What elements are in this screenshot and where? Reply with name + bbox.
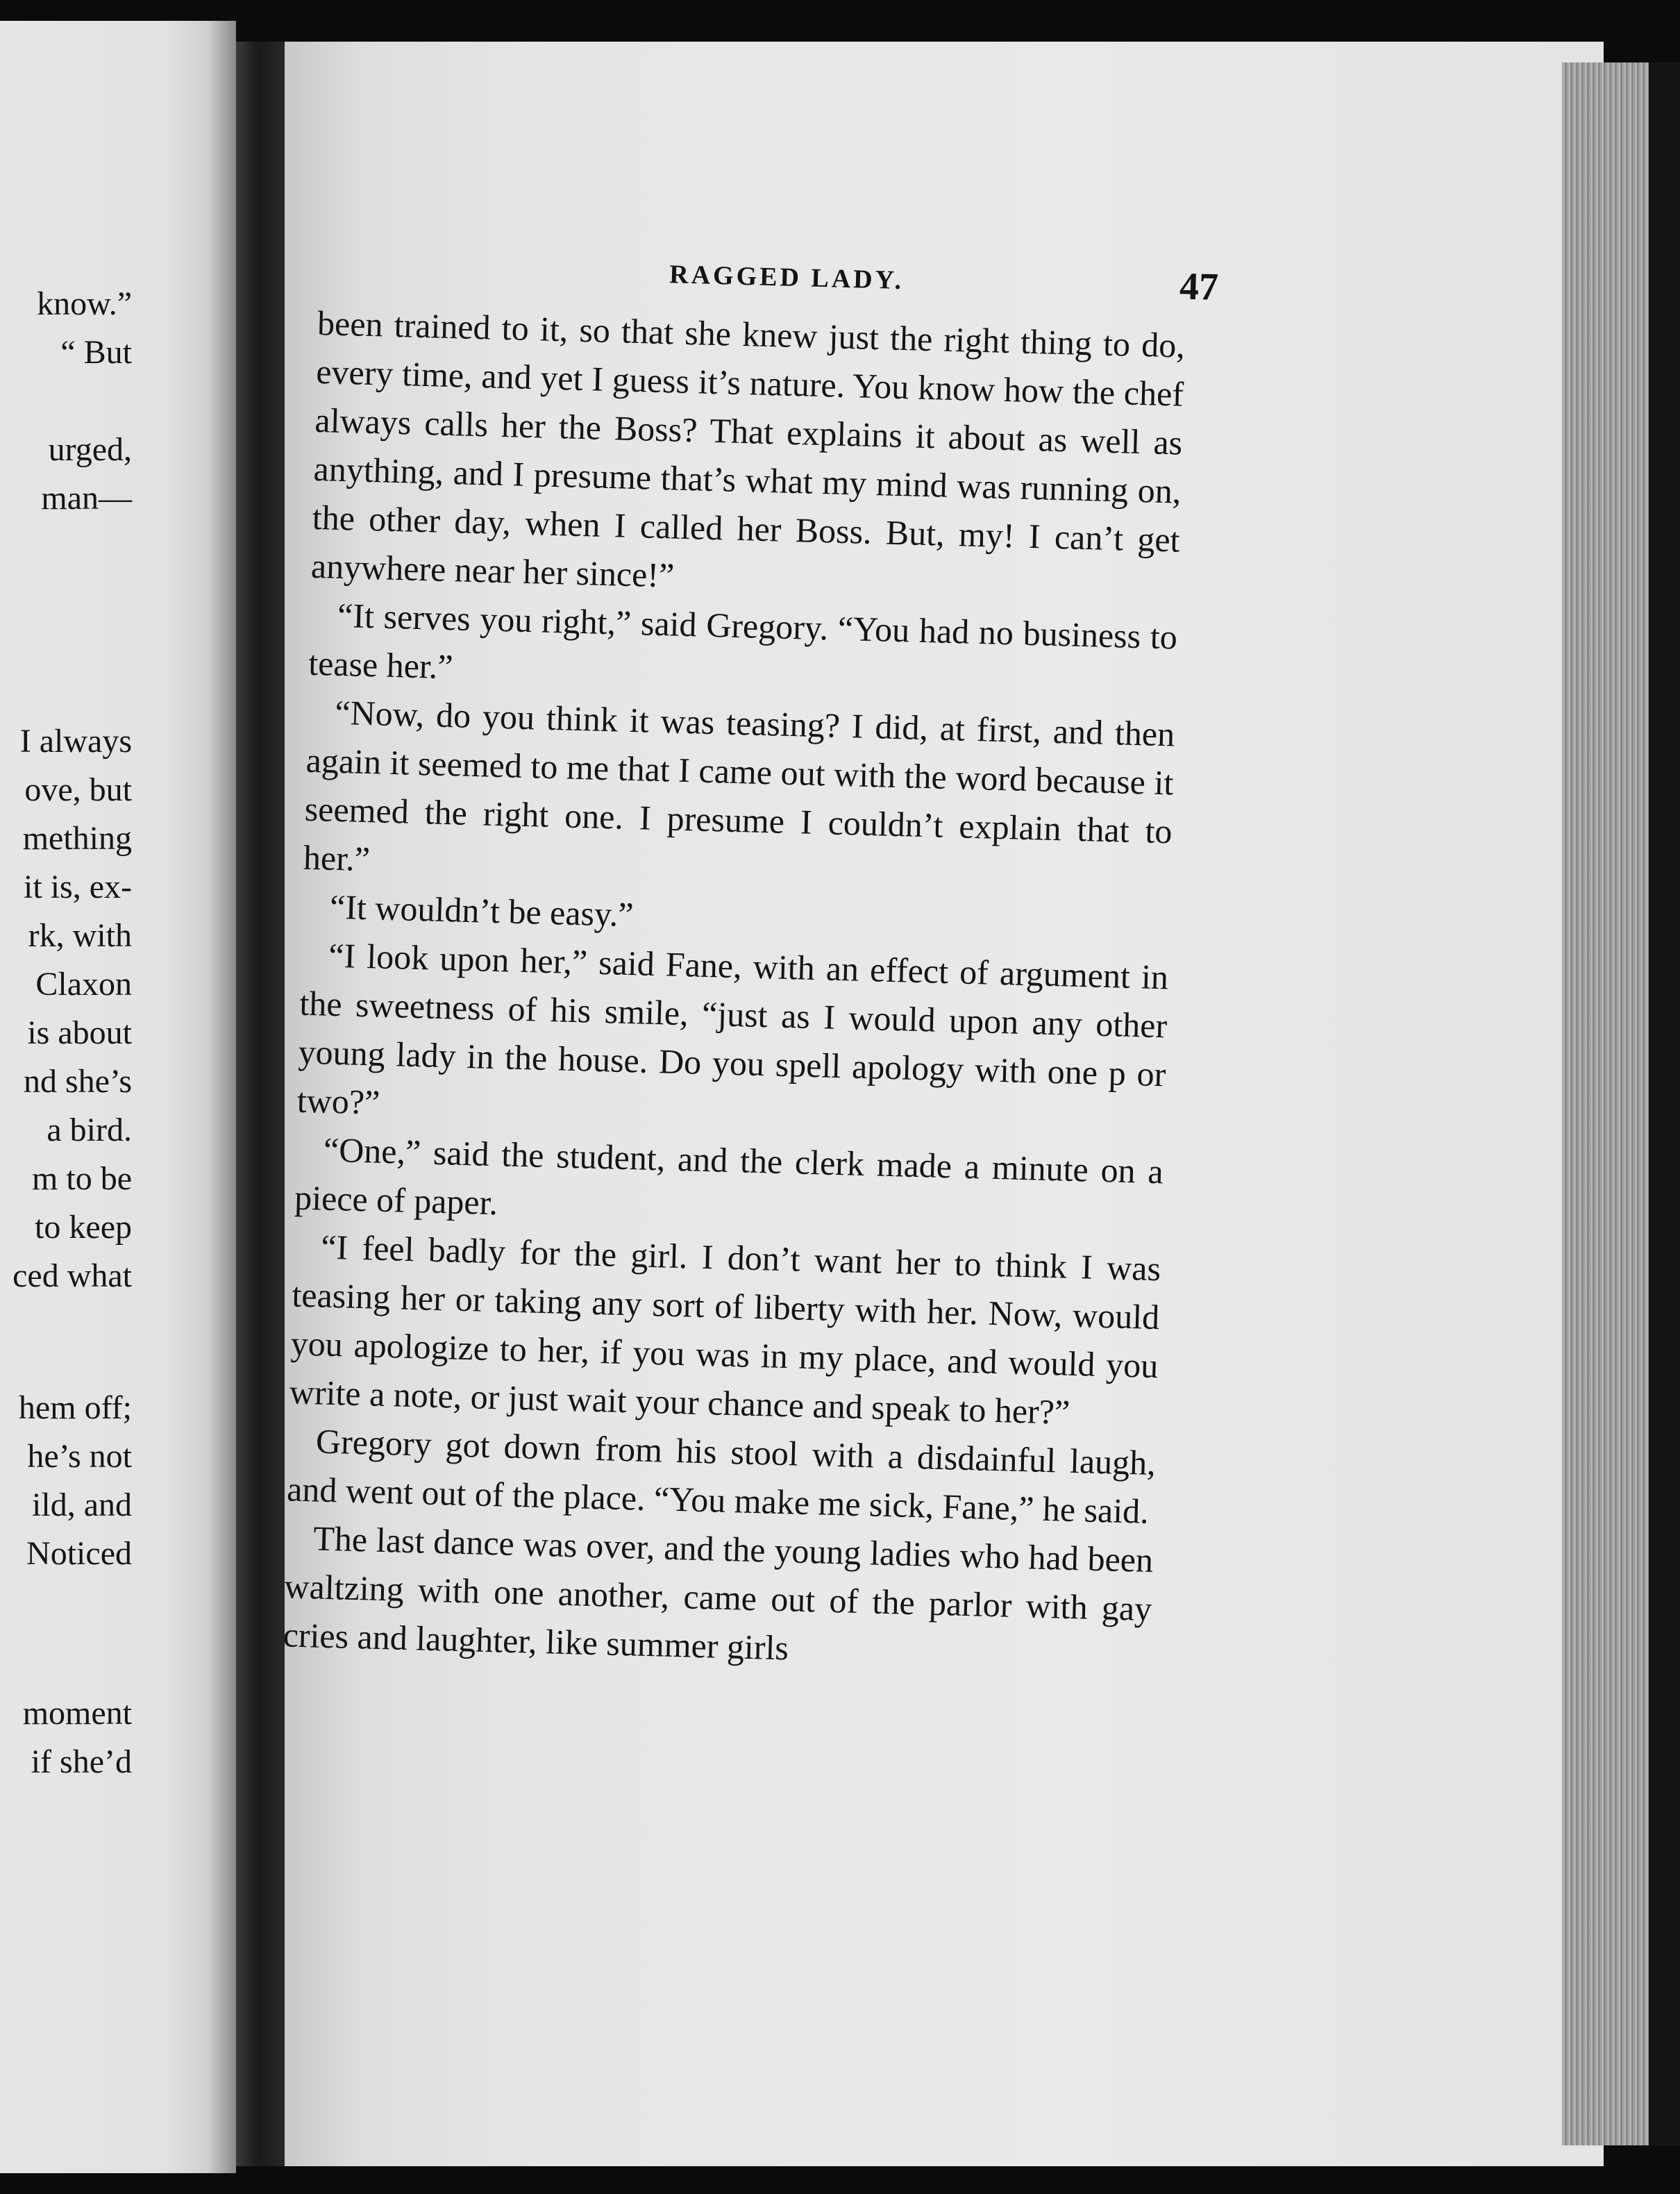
left-page-line: a bird. — [47, 1112, 132, 1148]
left-page-line: “ But — [60, 334, 132, 371]
paragraph: been trained to it, so that she knew just the right thing to do, every time, and yet I guess it’s nature. You know how the chef always calls her the Boss? That explains it about as well as anything, and I presume that’s what my mind was running on, the other day, when I called her Boss. But, my! I can’t get anywhere near her since!” — [310, 303, 1186, 595]
book-gutter — [236, 42, 292, 2166]
left-page-line: it is, ex- — [24, 869, 132, 905]
paragraph: “I feel badly for the girl. I don’t want her to think I was teasing her or taking any sort of liberty with her. Now, would you apologize to her, if you was in my place, and would you write a note, or just wait your chance and speak to her?” — [289, 1227, 1161, 1432]
left-page-line: to keep — [35, 1209, 132, 1246]
paragraph: “It serves you right,” said Gregory. “You had no business to tease her.” — [308, 595, 1178, 687]
left-page-line: if she’d — [31, 1743, 132, 1780]
paragraph: “Now, do you think it was teasing? I did, at first, and then again it seemed to me that I came out with the word because it seemed the right one. I presume I couldn’t explain that to her.” — [303, 692, 1175, 879]
left-page-line: rk, with — [28, 917, 132, 954]
paragraph: “I look upon her,” said Fane, with an effect of argument in the sweetness of his smile, “just as I would upon any other young lady in the house. Do you spell apology with one p or two?” — [296, 935, 1169, 1122]
page-edges — [1562, 62, 1649, 2145]
left-page-line: ced what — [12, 1257, 132, 1294]
left-page-line: moment — [22, 1695, 132, 1732]
paragraph: The last dance was over, and the young ladies who had been waltzing with one another, came out of the parlor with gay cries and laughter, like summer girls — [283, 1518, 1154, 1668]
page-edges-shadow — [1649, 62, 1680, 2145]
running-head: RAGGED LADY. — [669, 260, 905, 296]
left-page-line: mething — [22, 820, 132, 857]
left-page-line: m to be — [32, 1160, 132, 1197]
page-number: 47 — [1179, 265, 1219, 309]
left-page-line: urged, — [48, 431, 132, 468]
left-page — [0, 21, 236, 2173]
left-page-line: hem off; — [18, 1389, 132, 1426]
left-page-line: he’s not — [27, 1438, 132, 1475]
paragraph: “One,” said the student, and the clerk made a minute on a piece of paper. — [294, 1130, 1164, 1223]
left-page-text — [0, 21, 236, 2173]
left-page-line: nd she’s — [24, 1063, 132, 1100]
body-text — [283, 299, 1186, 1682]
left-page-line: I always — [19, 723, 132, 760]
left-page-line: man— — [41, 480, 132, 517]
paragraph: Gregory got down from his stool with a disdainful laugh, and went out of the place. “You make me sick, Fane,” he said. — [286, 1421, 1157, 1531]
left-page-line: is about — [27, 1014, 132, 1051]
left-page-line: ild, and — [32, 1487, 132, 1523]
left-page-line: ove, but — [24, 771, 132, 808]
left-page-line: know.” — [37, 285, 132, 322]
left-page-line: Noticed — [26, 1535, 132, 1572]
left-page-line: Claxon — [35, 966, 132, 1003]
paragraph: “It wouldn’t be easy.” — [329, 887, 635, 935]
